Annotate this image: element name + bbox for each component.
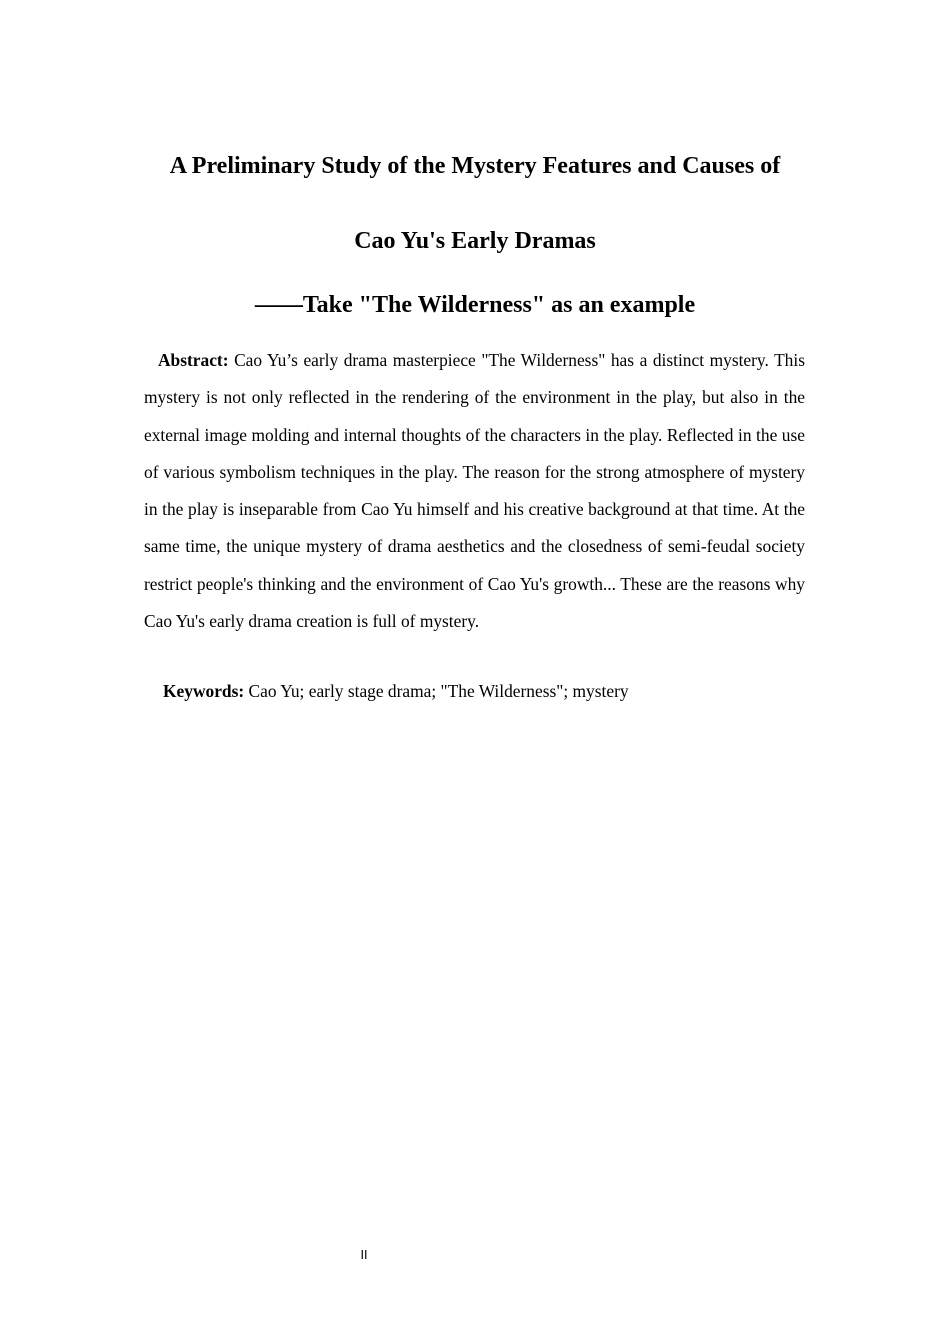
paper-title-line-1: A Preliminary Study of the Mystery Features and Causes of [169, 153, 781, 179]
paper-title-line-2: Cao Yu's Early Dramas [354, 228, 596, 254]
abstract-label: Abstract: [158, 350, 229, 370]
paper-subtitle: ——Take "The Wilderness" as an example [254, 292, 696, 318]
keywords-paragraph [163, 676, 805, 706]
page-number: II [360, 1248, 368, 1262]
keywords-label: Keywords: [163, 681, 245, 701]
abstract-paragraph [144, 342, 805, 640]
keywords-text: Cao Yu; early stage drama; "The Wilderness"; mystery [248, 681, 629, 701]
abstract-text: Cao Yu’s early drama masterpiece "The Wilderness" has a distinct mystery. This mystery is not only reflected in the rendering of the environment in the play, but also in the external image molding and internal thoughts of the characters in the play. Reflected in the use of various symbolism techniques in the play. The reason for the strong atmosphere of mystery in the play is inseparable from Cao Yu himself and his creative background at that time. At the same time, the unique mystery of drama aesthetics and the closedness of semi-feudal society restrict people's thinking and the environment of Cao Yu's growth... These are the reasons why Cao Yu's early drama creation is full of mystery. [144, 350, 805, 632]
